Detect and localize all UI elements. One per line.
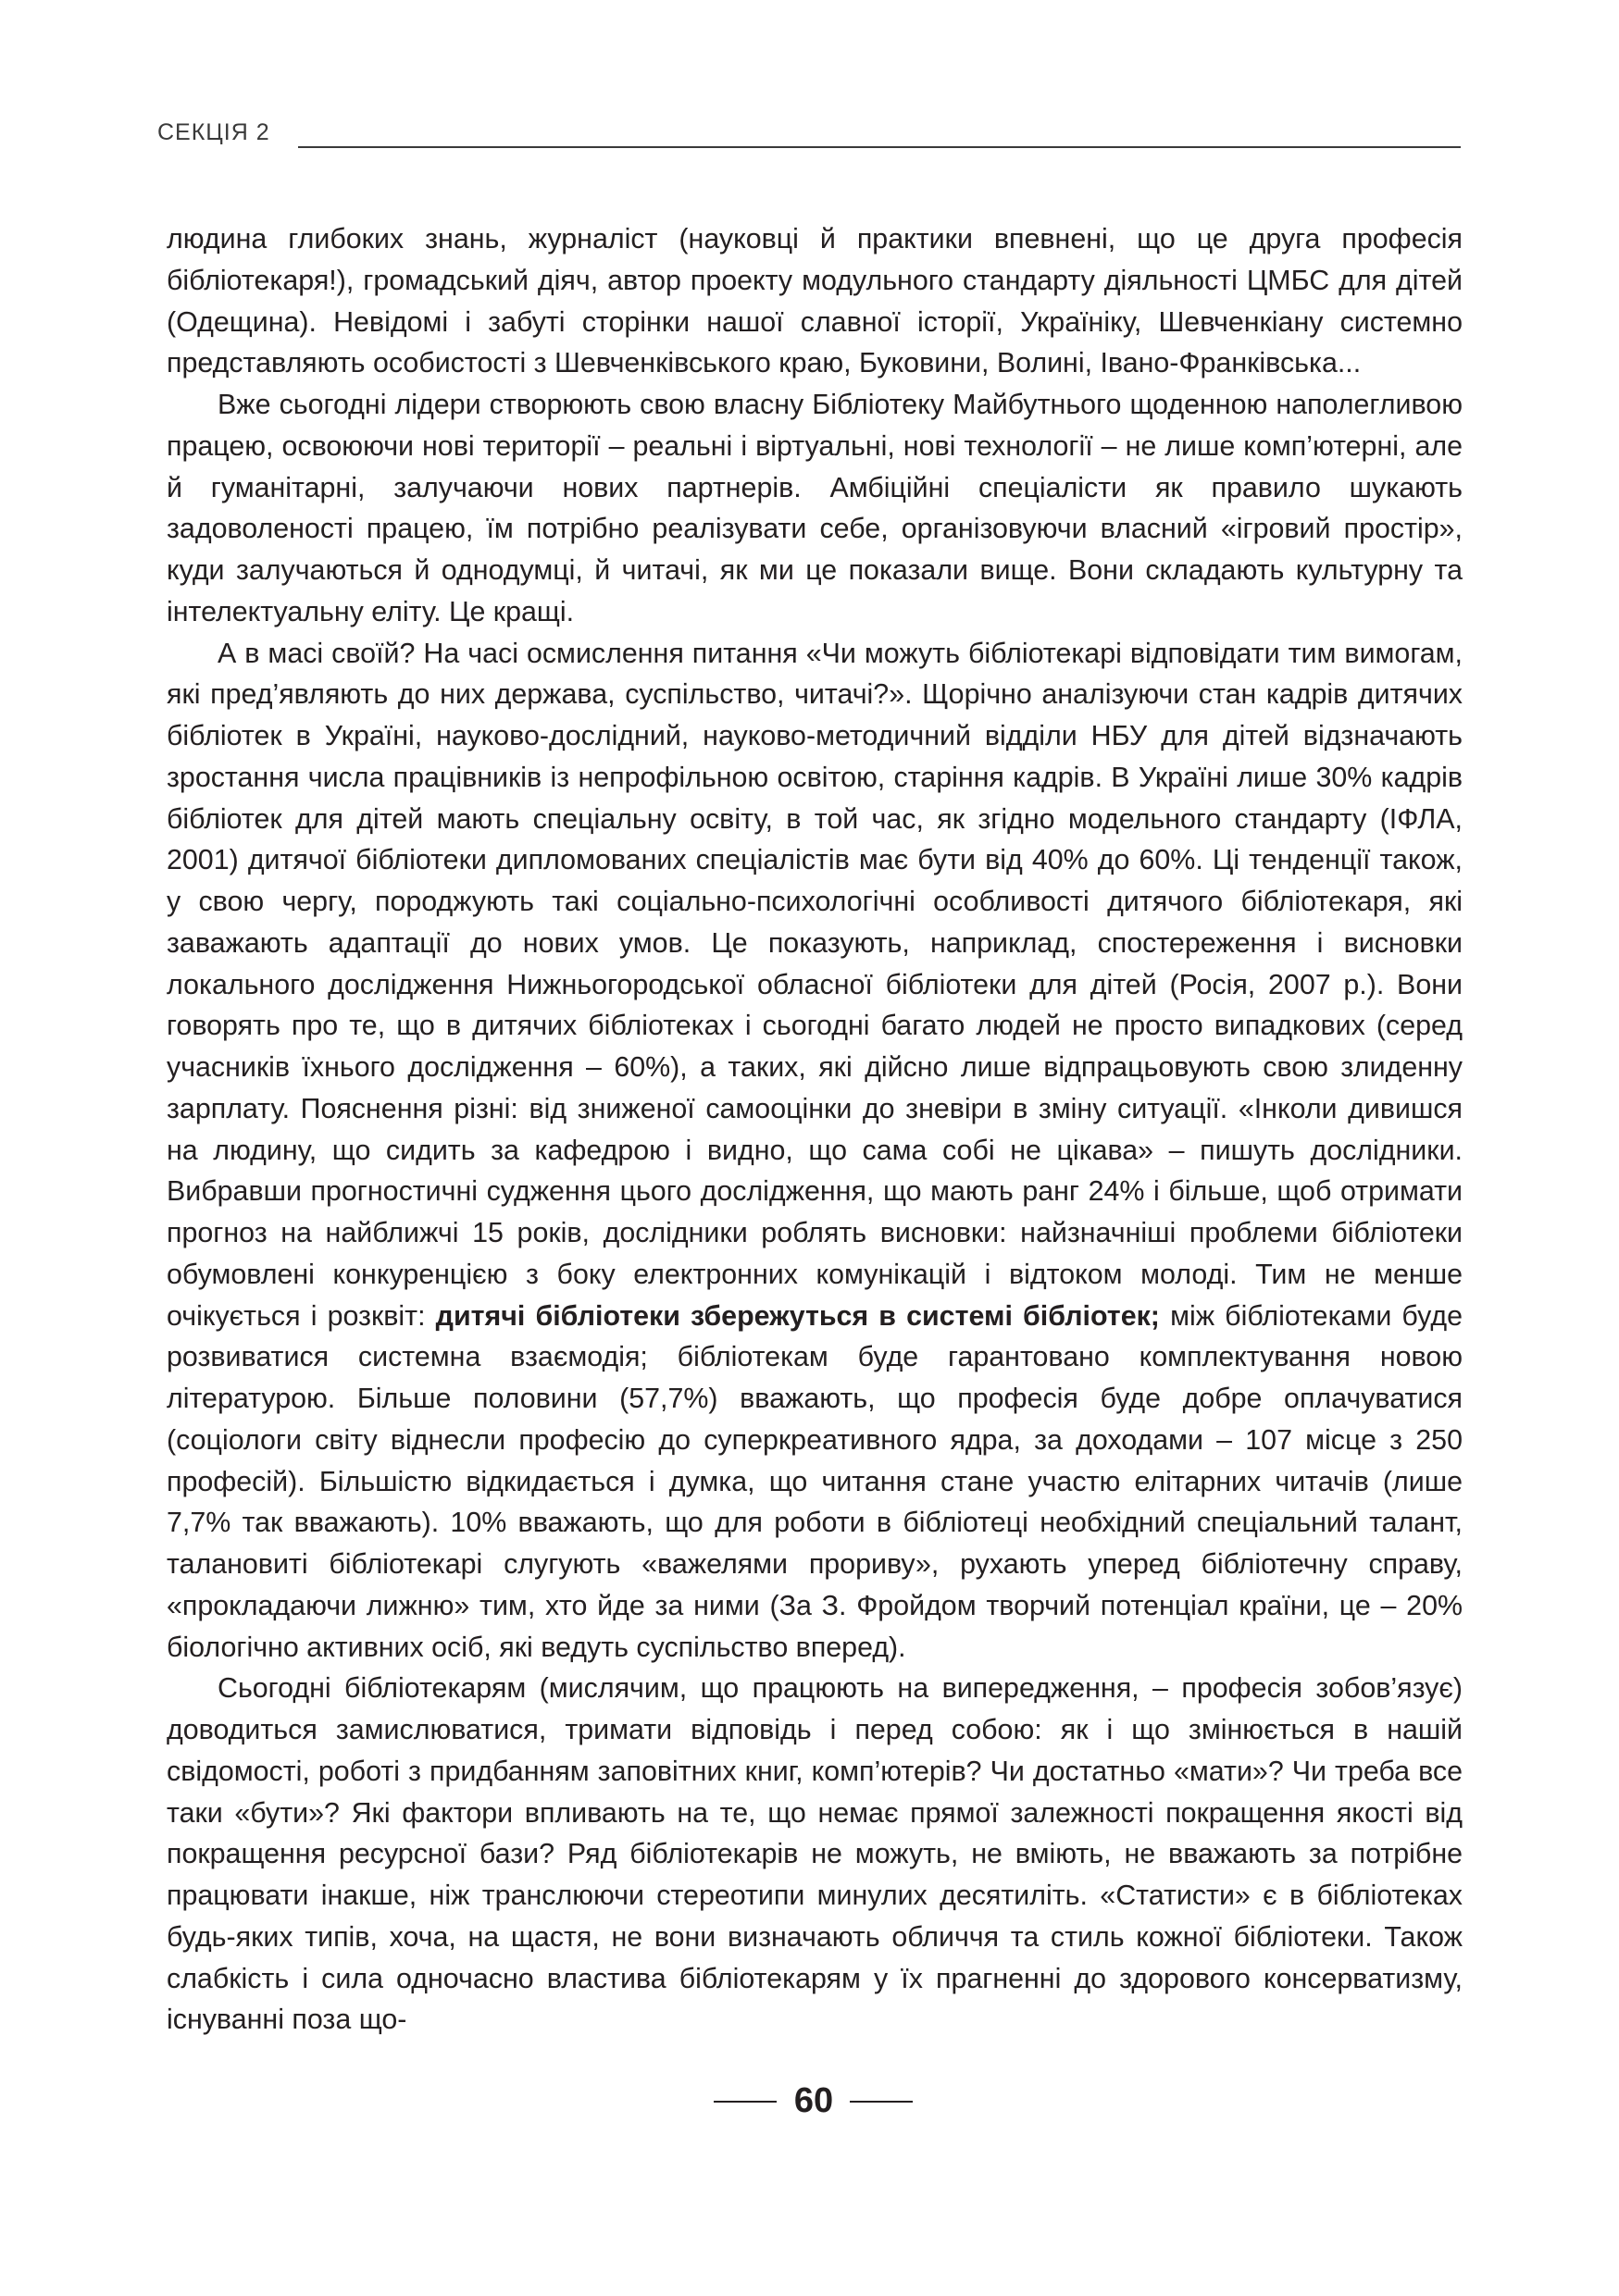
footer-rule-left — [714, 2101, 777, 2103]
paragraph-3 — [167, 633, 1463, 1669]
footer-rule-right — [850, 2101, 913, 2103]
paragraph-3-part-2: між бібліотеками буде розвиватися системна взаємодія; бібліотекам буде гарантовано комплектування новою літературою. Більше половини (57,7%) вважають, що професія буде добре оплачуватися (соціологи світу віднесли професію до суперкреативного ядра, за доходами – 107 місце з 250 професій). Більшістю відкидається і думка, що читання стане участю елітарних читачів (лише 7,7% так вважають). 10% вважають, що для роботи в бібліотеці необхідний спеціальний талант, талановиті бібліотекарі слугують «важелями прориву», рухають уперед бібліотечну справу, «прокладаючи лижню» тим, хто йде за ними (За З. Фройдом творчий потенціал країни, це – 20% біологічно активних осіб, які ведуть суспільство вперед). — [167, 1299, 1463, 1663]
body-text — [167, 218, 1463, 2041]
paragraph-3-bold-phrase: дитячі бібліотеки збережуться в системі бібліотек; — [435, 1299, 1160, 1332]
paragraph-2: Вже сьогодні лідери створюють свою власну Бібліотеку Майбутнього щоденною наполегливою працею, освоюючи нові території – реальні і віртуальні, нові технології – не лише комп’ютерні, але й гуманітарні, залучаючи нових партнерів. Амбіційні спеціалісти як правило шукають задоволеності працею, їм потрібно реалізувати себе, організовуючи власний «ігровий простір», куди залучаються й однодумці, й читачі, як ми це показали вище. Вони складають культурну та інтелектуальну еліту. Це кращі. — [167, 389, 1463, 627]
header-rule — [298, 146, 1461, 148]
paragraph-3-part-1: А в масі своїй? На часі осмислення питання «Чи можуть бібліотекарі відповідати тим вимогам, які пред’являють до них держава, суспільство, читачі?». Щорічно аналізуючи стан кадрів дитячих бібліотек в Україні, науково-дослідний, науково-методичний відділи НБУ для дітей відзначають зростання числа працівників із непрофільною освітою, старіння кадрів. В Україні лише 30% кадрів бібліотек для дітей мають спеціальну освіту, в той час, як згідно модельного стандарту (ІФЛА, 2001) дитячої бібліотеки дипломованих спеціалістів має бути від 40% до 60%. Ці тенденції також, у свою чергу, породжують такі соціально-психологічні особливості дитячого бібліотекаря, які заважають адаптації до нових умов. Це показують, наприклад, спостереження і висновки локального дослідження Нижньогородської обласної бібліотеки для дітей (Росія, 2007 р.). Вони говорять про те, що в дитячих бібліотеках і сьогодні багато людей не просто випадкових (серед учасників їхнього дослідження – 60%), а таких, які дійсно лише відпрацьовують свою злиденну зарплату. Пояснення різні: від зниженої самооцінки до зневіри в зміну ситуації. «Інколи дивишся на людину, що сидить за кафедрою і видно, що сама собі не цікава» – пишуть дослідники. Вибравши прогностичні судження цього дослідження, що мають ранг 24% і більше, щоб отримати прогноз на найближчі 15 років, дослідники роблять висновки: найзначніші проблеми бібліотеки обумовлені конкуренцією з боку електронних комунікацій і відтоком молоді. Тим не менше очікується і розквіт: — [167, 637, 1463, 1332]
page-number: 60 — [793, 2081, 834, 2120]
page-footer — [0, 2073, 1619, 2128]
paragraph-1: людина глибоких знань, журналіст (науковці й практики впевнені, що це друга професія бібліотекаря!), громадський діяч, автор проекту модульного стандарту діяльності ЦМБС для дітей (Одещина). Невідомі і забуті сторінки нашої славної історії, Україніку, Шевченкіану системно представляють особистості з Шевченківського краю, Буковини, Волині, Івано-Франківська... — [167, 223, 1463, 379]
section-label: СЕКЦІЯ 2 — [157, 119, 270, 145]
paragraph-4: Сьогодні бібліотекарям (мислячим, що працюють на випередження, – професія зобов’язує) доводиться замислюватися, тримати відповідь і перед собою: як і що змінюється в нашій свідомості, роботі з придбанням заповітних книг, комп’ютерів? Чи достатньо «мати»? Чи треба все таки «бути»? Які фактори впливають на те, що немає прямої залежності покращення якості від покращення ресурсної бази? Ряд бібліотекарів не можуть, не вміють, не вважають за потрібне працювати інакше, ніж транслюючи стереотипи минулих десятиліть. «Статисти» є в бібліотеках будь-яких типів, хоча, на щастя, не вони визначають обличчя та стиль кожної бібліотеки. Також слабкість і сила одночасно властива бібліотекарям у їх прагненні до здорового консерватизму, існуванні поза що- — [167, 1672, 1463, 2036]
page-header — [157, 118, 1461, 155]
